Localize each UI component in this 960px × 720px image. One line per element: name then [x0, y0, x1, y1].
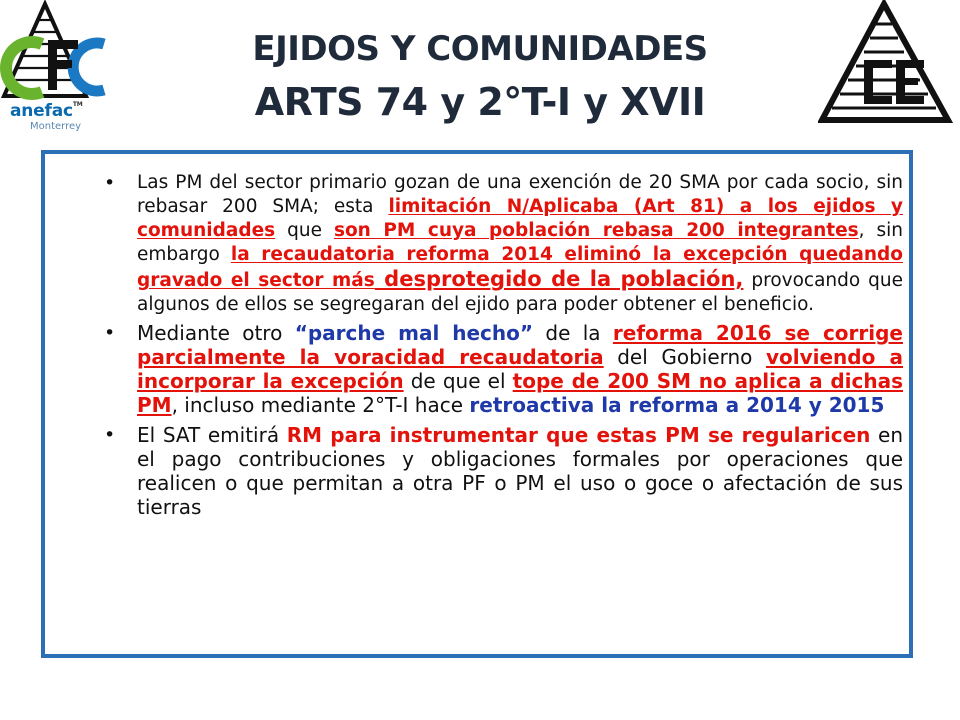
title-line-1: EJIDOS Y COMUNIDADES [252, 29, 708, 69]
content-box [41, 150, 913, 658]
bullet-text: del Gobierno [603, 345, 766, 369]
bullet-text: que [275, 220, 334, 241]
anefac-city: Monterrey [30, 121, 82, 132]
anefac-wordmark: anefac™ [10, 101, 83, 121]
bullet-text: , sin embargo [137, 220, 903, 265]
triangle-logo [818, 0, 960, 140]
slide-title [140, 28, 820, 126]
anefac-emblem-icon [0, 0, 120, 105]
emphasis-blue: “parche mal hecho” [294, 321, 534, 345]
emphasis-blue: retroactiva la reforma a 2014 y 2015 [469, 393, 885, 417]
emphasis-red: reforma 2016 se corrige parcialmente la voracidad recaudatoria [137, 321, 903, 369]
bullet-item [95, 321, 903, 417]
bullet-text: provocando que algunos de ellos se segregaran del ejido para poder obtener el beneficio. [137, 270, 904, 315]
bullet-text: de que el [403, 369, 513, 393]
bullet-text: Mediante otro [137, 321, 295, 345]
bullet-text: , incluso mediante 2°T-I hace [171, 393, 470, 417]
emphasis-red: son PM cuya población rebasa 200 integrantes [333, 220, 859, 241]
emphasis-red: tope de 200 SM no aplica a dichas PM [137, 369, 903, 417]
bullet-text: El SAT emitirá [137, 423, 287, 447]
bullet-item [95, 171, 903, 317]
emphasis-red: limitación N/Aplicaba (Art 81) a los ejidos y comunidades [137, 196, 903, 241]
bullet-text: en el pago contribuciones y obligaciones formales por operaciones que realicen o que permitan a otra PF o PM el uso o goce o afectación de sus tierras [137, 423, 904, 519]
emphasis-red: RM para instrumentar que estas PM se regularicen [286, 423, 871, 447]
emphasis-red: desprotegido de la población, [374, 267, 744, 291]
emphasis-red: la recaudatoria reforma 2014 eliminó la excepción quedando gravado el sector más [137, 244, 903, 291]
bullet-text: Las PM del sector primario gozan de una exención de 20 SMA por cada socio, sin rebasar 200 SMA; esta [137, 172, 903, 217]
anefac-logo [0, 0, 120, 140]
bullet-item [95, 423, 903, 519]
triangle-emblem-icon [818, 0, 960, 140]
bullet-list [95, 171, 903, 525]
title-line-2: ARTS 74 y 2°T-I y XVII [254, 79, 706, 124]
bullet-text: de la [533, 321, 613, 345]
emphasis-red: volviendo a incorporar la excepción [137, 345, 904, 393]
